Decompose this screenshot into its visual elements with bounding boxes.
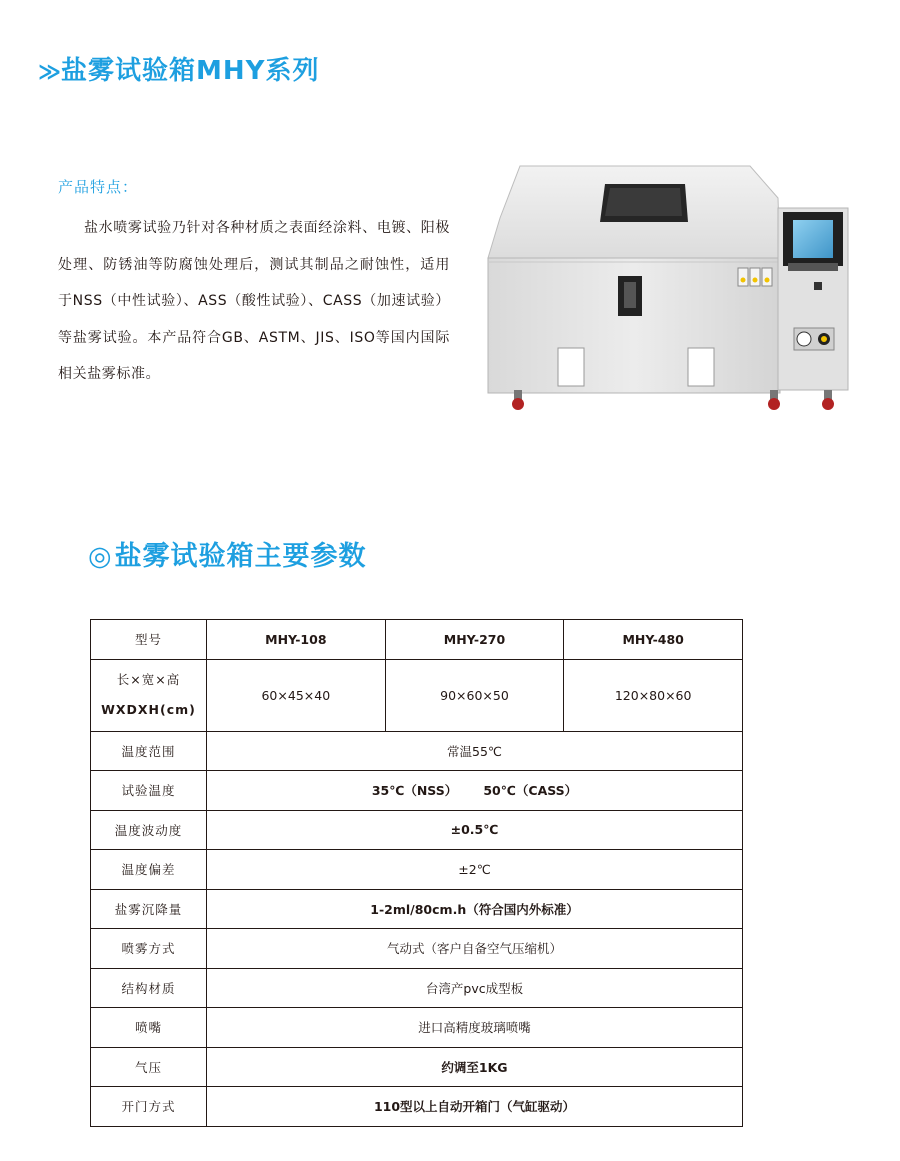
dimension-label (91, 659, 207, 731)
row-value: ±2℃ (207, 850, 743, 890)
table-row (91, 731, 743, 771)
section-title (88, 534, 367, 573)
row-label: 喷雾方式 (91, 929, 207, 969)
model-cell: MHY-480 (564, 620, 743, 660)
model-cell: MHY-108 (207, 620, 386, 660)
row-value: 进口高精度玻璃喷嘴 (207, 1008, 743, 1048)
table-row (91, 659, 743, 731)
row-value: 约调至1KG (207, 1047, 743, 1087)
row-label: 开门方式 (91, 1087, 207, 1127)
table-row (91, 1047, 743, 1087)
table-row (91, 889, 743, 929)
features-label: 产品特点： (58, 178, 139, 196)
model-label: 型号 (91, 620, 207, 660)
table-row (91, 1008, 743, 1048)
model-cell: MHY-270 (385, 620, 564, 660)
page-title (38, 50, 320, 87)
row-value: 常温55℃ (207, 731, 743, 771)
table-row (91, 850, 743, 890)
table-row (91, 810, 743, 850)
double-circle-icon: ◎ (88, 541, 113, 572)
table-row (91, 929, 743, 969)
dimension-cell: 90×60×50 (385, 659, 564, 731)
double-chevron-icon: ≫ (38, 60, 58, 85)
table-row (91, 620, 743, 660)
features-description: 盐水喷雾试验乃针对各种材质之表面经涂料、电镀、阳极处理、防锈油等防腐蚀处理后，测试其制品之耐蚀性，适用于NSS（中性试验）、ASS（酸性试验）、CASS（加速试验）等盐雾试验。本产品符合GB、ASTM、JIS、ISO等国内国际相关盐雾标准。 (58, 220, 450, 382)
table-row (91, 1087, 743, 1127)
row-label: 试验温度 (91, 771, 207, 811)
row-value: 35℃（NSS） 50℃（CASS） (207, 771, 743, 811)
row-label: 温度偏差 (91, 850, 207, 890)
row-label: 温度范围 (91, 731, 207, 771)
salt-spray-chamber-icon (480, 158, 870, 416)
spec-table (90, 619, 743, 1127)
row-value: 110型以上自动开箱门（气缸驱动） (207, 1087, 743, 1127)
product-image (480, 158, 870, 416)
dimension-label-line1: 长×宽×高 (116, 672, 181, 687)
row-value: 1-2ml/80cm.h（符合国内外标准） (207, 889, 743, 929)
section-title-part2: 主要参数 (254, 541, 367, 572)
dimension-label-line2: WXDXH(cm) (101, 702, 196, 717)
section-title-part1: 盐雾试验箱 (114, 541, 255, 572)
row-value: 台湾产pvc成型板 (207, 968, 743, 1008)
row-label: 温度波动度 (91, 810, 207, 850)
row-label: 盐雾沉降量 (91, 889, 207, 929)
row-value: 气动式（客户自备空气压缩机） (207, 929, 743, 969)
dimension-cell: 60×45×40 (207, 659, 386, 731)
table-row (91, 968, 743, 1008)
table-row (91, 771, 743, 811)
row-label: 结构材质 (91, 968, 207, 1008)
row-value: ±0.5℃ (207, 810, 743, 850)
row-label: 气压 (91, 1047, 207, 1087)
row-label: 喷嘴 (91, 1008, 207, 1048)
dimension-cell: 120×80×60 (564, 659, 743, 731)
page-title-text: 盐雾试验箱MHY系列 (61, 56, 320, 86)
